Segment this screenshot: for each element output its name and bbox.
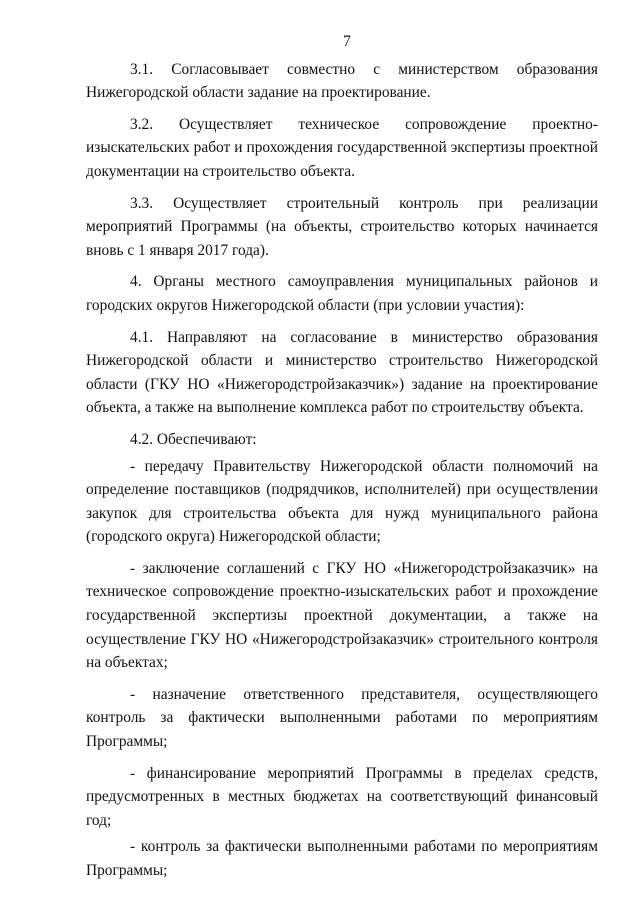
paragraph-3-3: 3.3. Осуществляет строительный контроль при реализации мероприятий Программы (на объекты, строительство которых начинается вновь с 1 января 2017 года). [86, 194, 598, 259]
paragraph-3-1: 3.1. Согласовывает совместно с министерством образования Нижегородской области задание на проектирование. [86, 60, 598, 102]
list-item-control: - контроль за фактически выполненными работами по мероприятиям Программы; [86, 838, 598, 879]
paragraph-4: 4. Органы местного самоуправления муниципальных районов и городских округов Нижегородской области (при условии участия): [86, 273, 598, 314]
page-number: 7 [343, 33, 351, 50]
list-item-representative: - назначение ответственного представителя, осуществляющего контроль за фактически выполненными работами по мероприятиям Программы; [86, 685, 598, 751]
paragraph-4-2: 4.2. Обеспечивают: [130, 430, 257, 448]
paragraph-3-2: 3.2. Осуществляет техническое сопровождение проектно-изыскательских работ и прохождения государственной экспертизы проектной документации на строительство объекта. [86, 115, 598, 180]
list-item-agreements: - заключение соглашений с ГКУ НО «Нижегородстройзаказчик» на техническое сопровождение проектно-изыскательских работ и прохождение государственной экспертизы проектной документации, а также на осуществление ГКУ НО «Нижегородстройзаказчик» строительного контроля на объектах; [86, 559, 598, 672]
list-item-authority-transfer: - передачу Правительству Нижегородской области полномочий на определение поставщиков (подрядчиков, исполнителей) при осуществлении закупок для строительства объекта для нужд муниципального района (городского округа) Нижегородской области; [86, 457, 598, 546]
paragraph-4-1: 4.1. Направляют на согласование в министерство образования Нижегородской области и министерство строительство Нижегородской области (ГКУ НО «Нижегородстройзаказчик») задание на проектирование объекта, а также на выполнение комплекса работ по строительству объекта. [86, 328, 598, 417]
list-item-financing: - финансирование мероприятий Программы в пределах средств, предусмотренных в местных бюджетах на соответствующий финансовый год; [86, 764, 598, 829]
